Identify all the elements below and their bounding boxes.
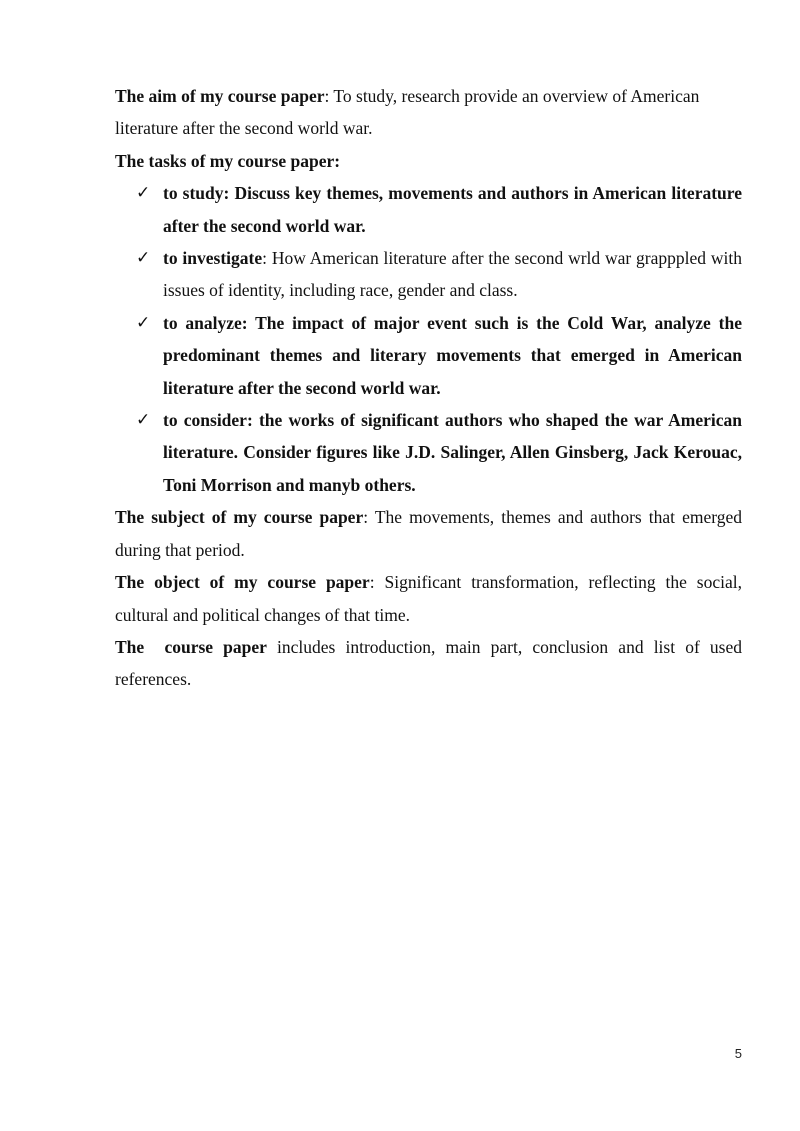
task-item-study: [115, 177, 742, 242]
task-lead: to study: Discuss key themes, movements and authors in American literature after the second world war.: [163, 183, 742, 236]
structure-text: includes introduction, main part, conclusion and list of used references.: [115, 636, 742, 690]
aim-label: The aim of my course paper: [115, 86, 325, 106]
structure-label-1: The: [115, 636, 145, 657]
object-label: The object of my course paper: [115, 572, 370, 593]
object-text: : Significant transformation, reflecting the social, cultural and political changes of that time.: [115, 572, 742, 625]
task-item-investigate: [115, 242, 742, 307]
task-lead: to analyze: The impact of major event such is the Cold War, analyze the predominant themes and literary movements that emerged in American literature after the second world war.: [163, 312, 742, 398]
object-paragraph: [115, 566, 742, 631]
task-item-analyze: [115, 307, 742, 404]
task-lead: to consider: the works of significant authors who shaped the war American literature. Consider figures like J.D. Salinger, Allen Ginsberg, Jack Kerouac, Toni Morrison and manyb others.: [163, 410, 742, 495]
task-rest: : How American literature after the second wrld war grapppled with issues of identity, including race, gender and class.: [163, 248, 742, 301]
checkmark-icon: ✓: [136, 410, 151, 431]
page-body: [115, 80, 742, 696]
checkmark-icon: ✓: [136, 312, 151, 333]
aim-paragraph: [115, 80, 742, 145]
subject-paragraph: [115, 501, 742, 566]
tasks-list: [115, 177, 742, 501]
structure-paragraph: [115, 631, 742, 696]
structure-label-2: course paper: [164, 636, 267, 657]
tasks-heading: The tasks of my course paper:: [115, 150, 341, 171]
aim-text: : To study, research provide an overview of American literature after the second world war.: [115, 86, 700, 139]
checkmark-icon: ✓: [136, 183, 151, 204]
subject-text: : The movements, themes and authors that emerged during that period.: [115, 507, 742, 560]
checkmark-icon: ✓: [136, 248, 151, 269]
subject-label: The subject of my course paper: [115, 507, 364, 528]
page-number: 5: [734, 1046, 742, 1061]
task-lead: to investigate: [163, 248, 263, 269]
task-item-consider: [115, 404, 742, 501]
